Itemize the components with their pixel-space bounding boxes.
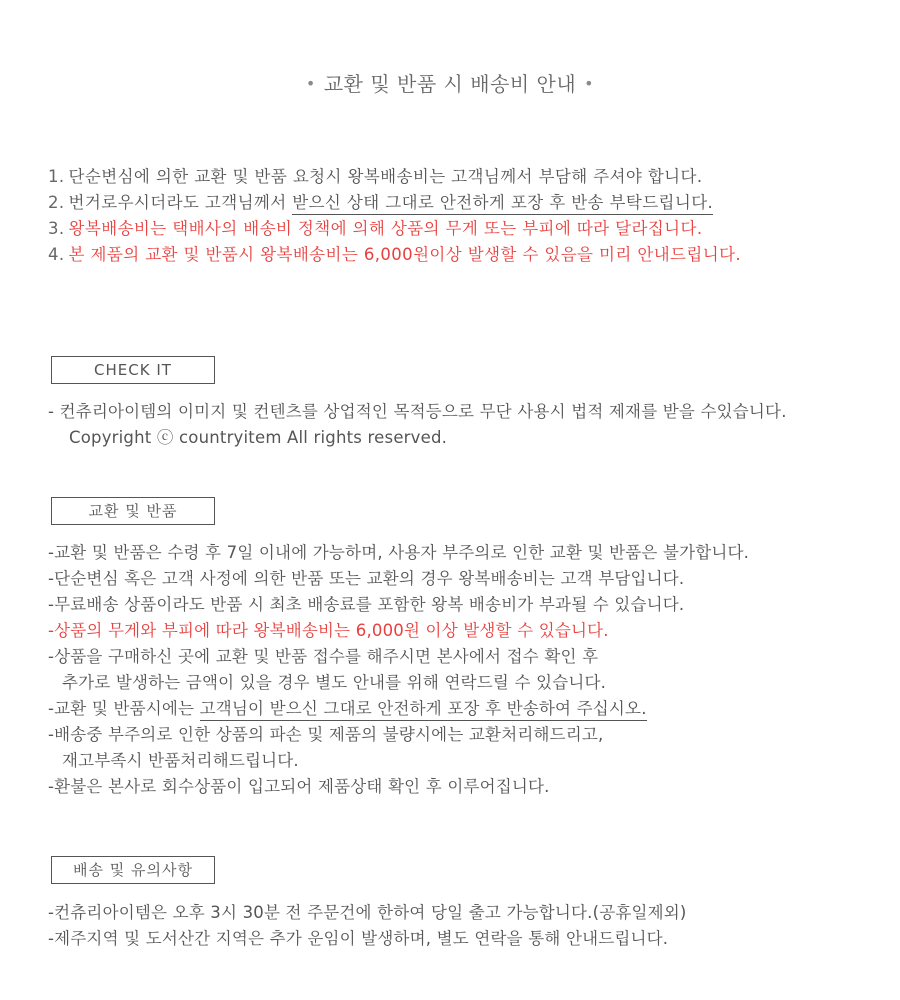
exchange-line-10: -환불은 본사로 회수상품이 입고되어 제품상태 확인 후 이루어집니다. [48, 777, 550, 796]
copyright-notice: Copyright ⓒ countryitem All rights reserved. [69, 428, 448, 447]
delivery-notes-section [48, 900, 893, 952]
check-it-section [48, 399, 893, 451]
notice-list [48, 164, 888, 268]
exchange-line-5: -상품을 구매하신 곳에 교환 및 반품 접수를 해주시면 본사에서 접수 확인 후 [48, 647, 599, 666]
delivery-notes-label: 배송 및 유의사항 [51, 856, 215, 884]
notice-item-2: 2. 번거로우시더라도 고객님께서 받으신 상태 그대로 안전하게 포장 후 반송 부탁드립니다. [48, 190, 888, 216]
page-title [0, 68, 900, 97]
copyright-warning: - 컨츄리아이템의 이미지 및 컨텐츠를 상업적인 목적등으로 무단 사용시 법적 제재를 받을 수있습니다. [48, 402, 787, 421]
delivery-line-1: -컨츄리아이템은 오후 3시 30분 전 주문건에 한하여 당일 출고 가능합니다.(공휴일제외) [48, 903, 687, 922]
exchange-line-2: -단순변심 혹은 고객 사정에 의한 반품 또는 교환의 경우 왕복배송비는 고객 부담입니다. [48, 569, 685, 588]
notice-underlined-text: 받으신 상태 그대로 안전하게 포장 후 반송 부탁드립니다. [292, 193, 713, 215]
exchange-underlined-text: 고객님이 받으신 그대로 안전하게 포장 후 반송하여 주십시오. [200, 699, 647, 721]
exchange-line-4: -상품의 무게와 부피에 따라 왕복배송비는 6,000원 이상 발생할 수 있습니다. [48, 621, 609, 640]
exchange-line-8: -배송중 부주의로 인한 상품의 파손 및 제품의 불량시에는 교환처리해드리고, [48, 725, 604, 744]
notice-item-3: 3. 왕복배송비는 택배사의 배송비 정책에 의해 상품의 무게 또는 부피에 따라 달라집니다. [48, 219, 703, 238]
exchange-line-3: -무료배송 상품이라도 반품 시 최초 배송료를 포함한 왕복 배송비가 부과될 수 있습니다. [48, 595, 685, 614]
exchange-line-6: 추가로 발생하는 금액이 있을 경우 별도 안내를 위해 연락드릴 수 있습니다. [62, 673, 607, 692]
exchange-line-9: 재고부족시 반품처리해드립니다. [62, 751, 299, 770]
title-bullet-right: • [584, 74, 595, 93]
notice-item-4: 4. 본 제품의 교환 및 반품시 왕복배송비는 6,000원이상 발생할 수 있음을 미리 안내드립니다. [48, 245, 742, 264]
exchange-line-1: -교환 및 반품은 수령 후 7일 이내에 가능하며, 사용자 부주의로 인한 교환 및 반품은 불가합니다. [48, 543, 750, 562]
exchange-return-label: 교환 및 반품 [51, 497, 215, 525]
exchange-return-section [48, 540, 893, 800]
title-bullet-left: • [305, 74, 316, 93]
title-text: 교환 및 반품 시 배송비 안내 [323, 72, 577, 96]
check-it-label: CHECK IT [51, 356, 215, 384]
delivery-line-2: -제주지역 및 도서산간 지역은 추가 운임이 발생하며, 별도 연락을 통해 안내드립니다. [48, 929, 669, 948]
exchange-line-7: -교환 및 반품시에는 고객님이 받으신 그대로 안전하게 포장 후 반송하여 주십시오. [48, 696, 893, 722]
notice-item-1: 1. 단순변심에 의한 교환 및 반품 요청시 왕복배송비는 고객님께서 부담해 주셔야 합니다. [48, 167, 703, 186]
